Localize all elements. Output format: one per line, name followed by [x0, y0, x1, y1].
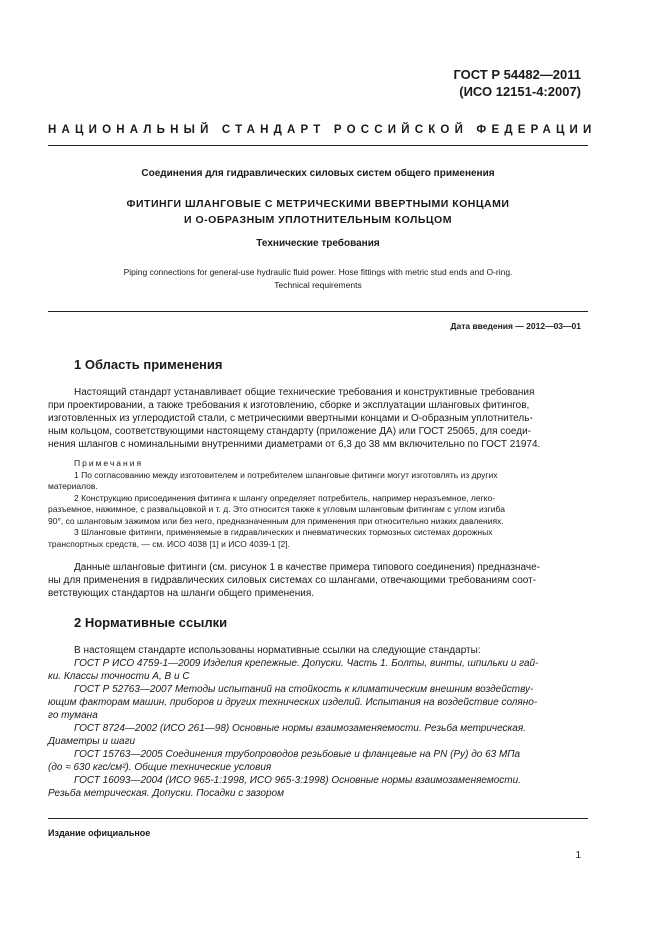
note-line: транспортных средств, — см. ИСО 4038 [1] и ИСО 4039-1 [2]. — [48, 538, 290, 549]
notes-heading: Примечания — [74, 458, 144, 468]
paragraph-line: при проектировании, а также требования к изготовлению, сборке и эксплуатации шланговых фитингов, — [48, 400, 530, 411]
iso-number: (ИСО 12151-4:2007) — [459, 84, 581, 99]
notes-block — [48, 458, 588, 550]
reference-line: ГОСТ Р ИСО 4759-1—2009 Изделия крепежные. Допуски. Часть 1. Болты, винты, шпильки и гай- — [74, 658, 539, 669]
paragraph-line: изготовленных из углеродистой стали, с метрическими ввертными концами и О-образным уплотнитель- — [48, 413, 533, 424]
page-number: 1 — [575, 850, 581, 861]
note-line: 90°, со шланговым зажимом или без него, предназначенным для применения при относительно низких давлениях. — [48, 515, 504, 526]
footer-divider — [48, 818, 588, 819]
note-line: 3 Шланговые фитинги, применяемые в гидравлических и пневматических тормозных системах дорожных — [74, 527, 493, 537]
document-code — [453, 66, 581, 100]
reference-line: Резьба метрическая. Допуски. Посадки с зазором — [48, 788, 284, 799]
reference-line: ки. Классы точности A, B и C — [48, 671, 190, 682]
paragraph-line: ветствующих стандартов на шланги общего применения. — [48, 588, 315, 599]
section-2-heading: 2 Нормативные ссылки — [74, 615, 228, 630]
technical-requirements-heading: Технические требования — [256, 238, 380, 249]
gost-number: ГОСТ Р 54482—2011 — [453, 67, 581, 82]
note-line: 1 По согласованию между изготовителем и потребителем шланговые фитинги могут изготовлять из других — [74, 469, 498, 480]
english-title — [48, 266, 588, 292]
note-line: разъемное, нажимное, с развальцовкой и т. д. Это относится также к угловым шланговым фитингам с углом изгиба — [48, 504, 505, 514]
reference-line: ГОСТ Р 52763—2007 Методы испытаний на стойкость к климатическим внешним воздейству- — [74, 684, 534, 695]
paragraph-line: Данные шланговые фитинги (см. рисунок 1 в качестве примера типового соединения) предназначе- — [74, 562, 540, 573]
reference-line: (до ≈ 630 кгс/см²). Общие технические условия — [48, 762, 272, 773]
paragraph-line: ным кольцом, соответствующими настоящему стандарту (приложение ДА) или ГОСТ 25065, для соеди- — [48, 426, 532, 437]
note-line: 2 Конструкцию присоединения фитинга к шлангу определяет потребитель, например неразъемное, легко- — [74, 492, 496, 503]
document-title — [48, 196, 588, 228]
national-standard-banner: НАЦИОНАЛЬНЫЙ СТАНДАРТ РОССИЙСКОЙ ФЕДЕРАЦИИ — [48, 124, 597, 136]
paragraph-line: Настоящий стандарт устанавливает общие технические требования и конструктивные требования — [74, 387, 535, 398]
english-title-line: Technical requirements — [274, 280, 362, 290]
normative-references — [48, 644, 588, 800]
reference-line: го тумана — [48, 710, 98, 721]
title-divider — [48, 311, 588, 312]
section-1-paragraph-2 — [48, 561, 588, 600]
title-line: И О-ОБРАЗНЫМ УПЛОТНИТЕЛЬНЫМ КОЛЬЦОМ — [184, 214, 452, 226]
paragraph-line: ны для применения в гидравлических силовых системах со шлангами, отвечающими требованиям соот- — [48, 575, 537, 586]
banner-divider — [48, 145, 588, 146]
reference-line: ГОСТ 15763—2005 Соединения трубопроводов резьбовые и фланцевые на PN (Py) до 63 МПа — [74, 749, 521, 760]
title-line: ФИТИНГИ ШЛАНГОВЫЕ С МЕТРИЧЕСКИМИ ВВЕРТНЫМИ КОНЦАМИ — [126, 198, 510, 210]
introduction-date: Дата введения — 2012—03—01 — [450, 321, 581, 331]
official-edition-label: Издание официальное — [48, 828, 151, 838]
section-1-heading: 1 Область применения — [74, 357, 223, 372]
paragraph-line: нения шлангов с номинальными внутренними диаметрами от 6,3 до 38 мм включительно по ГОСТ 21974. — [48, 439, 541, 450]
section-1-paragraph — [48, 386, 588, 451]
reference-line: ющим факторам машин, приборов и других технических изделий. Испытания на воздействие соляно- — [48, 697, 538, 708]
english-title-line: Piping connections for general-use hydraulic fluid power. Hose fittings with metric stud ends and O-ring. — [123, 267, 513, 277]
document-subtitle: Соединения для гидравлических силовых систем общего применения — [141, 168, 495, 179]
references-intro: В настоящем стандарте использованы нормативные ссылки на следующие стандарты: — [74, 645, 481, 656]
reference-line: ГОСТ 16093—2004 (ИСО 965-1:1998, ИСО 965-3:1998) Основные нормы взаимозаменяемости. — [74, 775, 521, 786]
reference-line: Диаметры и шаги — [48, 736, 136, 747]
note-line: материалов. — [48, 481, 98, 491]
reference-line: ГОСТ 8724—2002 (ИСО 261—98) Основные нормы взаимозаменяемости. Резьба метрическая. — [74, 723, 526, 734]
